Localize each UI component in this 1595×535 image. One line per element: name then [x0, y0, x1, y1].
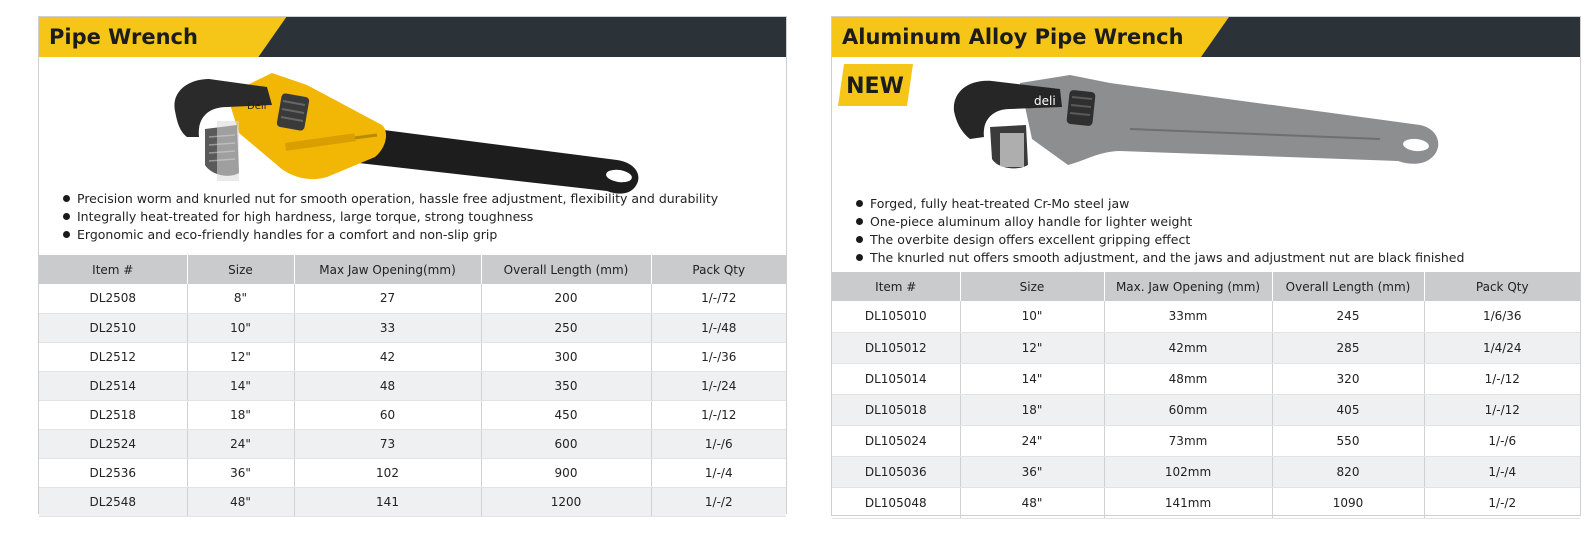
- table-row: [39, 400, 786, 429]
- size-cell: 36": [187, 458, 294, 487]
- new-badge-label: NEW: [846, 74, 904, 99]
- brand-logo: deli: [1034, 94, 1056, 108]
- item-cell: DL2512: [39, 342, 187, 371]
- table-header-row: [39, 255, 786, 284]
- size-cell: 12": [960, 332, 1104, 363]
- size-cell: 14": [187, 371, 294, 400]
- pack-cell: 1/-/6: [1424, 425, 1580, 456]
- jaw-cell: 42mm: [1104, 332, 1272, 363]
- feature-item: Integrally heat-treated for high hardness, large torque, strong toughness: [61, 208, 718, 226]
- jaw-cell: 60mm: [1104, 394, 1272, 425]
- size-cell: 8": [187, 284, 294, 313]
- jaw-cell: 141mm: [1104, 487, 1272, 518]
- length-cell: 405: [1272, 394, 1424, 425]
- table-row: [832, 301, 1580, 332]
- aluminum-pipe-wrench-panel: [831, 16, 1581, 516]
- panel-header: [39, 17, 786, 57]
- table-row: [39, 458, 786, 487]
- pack-cell: 1/-/2: [651, 487, 786, 516]
- item-cell: DL105014: [832, 363, 960, 394]
- feature-item: The overbite design offers excellent gripping effect: [854, 231, 1464, 249]
- item-cell: DL2508: [39, 284, 187, 313]
- size-cell: 48": [960, 487, 1104, 518]
- jaw-cell: 141: [294, 487, 481, 516]
- feature-item: One-piece aluminum alloy handle for lighter weight: [854, 213, 1464, 231]
- column-header: Pack Qty: [1424, 272, 1580, 301]
- length-cell: 250: [481, 313, 651, 342]
- column-header: Item #: [832, 272, 960, 301]
- length-cell: 350: [481, 371, 651, 400]
- jaw-cell: 60: [294, 400, 481, 429]
- table-row: [832, 487, 1580, 518]
- table-row: [39, 342, 786, 371]
- table-row: [39, 487, 786, 516]
- table-row: [39, 284, 786, 313]
- pack-cell: 1/-/48: [651, 313, 786, 342]
- item-cell: DL2518: [39, 400, 187, 429]
- item-cell: DL2548: [39, 487, 187, 516]
- jaw-cell: 73: [294, 429, 481, 458]
- pipe-wrench-panel: [38, 16, 787, 514]
- size-cell: 14": [960, 363, 1104, 394]
- table-row: [832, 363, 1580, 394]
- item-cell: DL2524: [39, 429, 187, 458]
- table-row: [39, 371, 786, 400]
- jaw-cell: 73mm: [1104, 425, 1272, 456]
- jaw-cell: 48mm: [1104, 363, 1272, 394]
- pack-cell: 1/4/24: [1424, 332, 1580, 363]
- jaw-cell: 33mm: [1104, 301, 1272, 332]
- feature-item: Forged, fully heat-treated Cr-Mo steel jaw: [854, 195, 1464, 213]
- pack-cell: 1/-/72: [651, 284, 786, 313]
- column-header: Max Jaw Opening(mm): [294, 255, 481, 284]
- table-row: [832, 425, 1580, 456]
- jaw-cell: 48: [294, 371, 481, 400]
- pack-cell: 1/-/12: [1424, 394, 1580, 425]
- item-cell: DL2514: [39, 371, 187, 400]
- feature-list: [61, 190, 718, 244]
- table-row: [39, 313, 786, 342]
- column-header: Pack Qty: [651, 255, 786, 284]
- jaw-cell: 102: [294, 458, 481, 487]
- feature-item: Ergonomic and eco-friendly handles for a comfort and non-slip grip: [61, 226, 718, 244]
- size-cell: 10": [960, 301, 1104, 332]
- panel-header: [832, 17, 1580, 57]
- item-cell: DL105010: [832, 301, 960, 332]
- pack-cell: 1/6/36: [1424, 301, 1580, 332]
- length-cell: 245: [1272, 301, 1424, 332]
- table-row: [832, 394, 1580, 425]
- column-header: Overall Length (mm): [1272, 272, 1424, 301]
- pack-cell: 1/-/6: [651, 429, 786, 458]
- pack-cell: 1/-/2: [1424, 487, 1580, 518]
- length-cell: 900: [481, 458, 651, 487]
- length-cell: 1090: [1272, 487, 1424, 518]
- new-badge: [838, 64, 913, 106]
- pack-cell: 1/-/12: [1424, 363, 1580, 394]
- length-cell: 200: [481, 284, 651, 313]
- column-header: Item #: [39, 255, 187, 284]
- item-cell: DL105036: [832, 456, 960, 487]
- panel-title: Pipe Wrench: [49, 25, 198, 49]
- table-row: [832, 332, 1580, 363]
- item-cell: DL2510: [39, 313, 187, 342]
- pack-cell: 1/-/24: [651, 371, 786, 400]
- column-header: Max. Jaw Opening (mm): [1104, 272, 1272, 301]
- length-cell: 820: [1272, 456, 1424, 487]
- column-header: Overall Length (mm): [481, 255, 651, 284]
- column-header: Size: [187, 255, 294, 284]
- length-cell: 550: [1272, 425, 1424, 456]
- table-row: [39, 429, 786, 458]
- size-cell: 48": [187, 487, 294, 516]
- feature-list: [854, 195, 1464, 267]
- table-header-row: [832, 272, 1580, 301]
- column-header: Size: [960, 272, 1104, 301]
- size-cell: 36": [960, 456, 1104, 487]
- size-cell: 12": [187, 342, 294, 371]
- jaw-cell: 102mm: [1104, 456, 1272, 487]
- feature-item: The knurled nut offers smooth adjustment, and the jaws and adjustment nut are black finished: [854, 249, 1464, 267]
- size-cell: 18": [187, 400, 294, 429]
- pack-cell: 1/-/4: [651, 458, 786, 487]
- length-cell: 600: [481, 429, 651, 458]
- size-cell: 24": [960, 425, 1104, 456]
- size-cell: 24": [187, 429, 294, 458]
- length-cell: 1200: [481, 487, 651, 516]
- pack-cell: 1/-/12: [651, 400, 786, 429]
- length-cell: 285: [1272, 332, 1424, 363]
- spec-table: [832, 272, 1580, 519]
- length-cell: 320: [1272, 363, 1424, 394]
- feature-item: Precision worm and knurled nut for smooth operation, hassle free adjustment, flexibility and durability: [61, 190, 718, 208]
- table-row: [832, 456, 1580, 487]
- size-cell: 18": [960, 394, 1104, 425]
- brand-logo: Deli: [247, 101, 267, 112]
- pipe-wrench-image: [167, 65, 647, 195]
- length-cell: 450: [481, 400, 651, 429]
- pack-cell: 1/-/4: [1424, 456, 1580, 487]
- size-cell: 10": [187, 313, 294, 342]
- jaw-cell: 33: [294, 313, 481, 342]
- item-cell: DL105024: [832, 425, 960, 456]
- aluminum-pipe-wrench-image: [950, 69, 1450, 179]
- item-cell: DL105012: [832, 332, 960, 363]
- item-cell: DL105018: [832, 394, 960, 425]
- jaw-cell: 27: [294, 284, 481, 313]
- length-cell: 300: [481, 342, 651, 371]
- spec-table: [39, 255, 786, 517]
- pack-cell: 1/-/36: [651, 342, 786, 371]
- panel-title: Aluminum Alloy Pipe Wrench: [842, 25, 1184, 49]
- jaw-cell: 42: [294, 342, 481, 371]
- item-cell: DL105048: [832, 487, 960, 518]
- item-cell: DL2536: [39, 458, 187, 487]
